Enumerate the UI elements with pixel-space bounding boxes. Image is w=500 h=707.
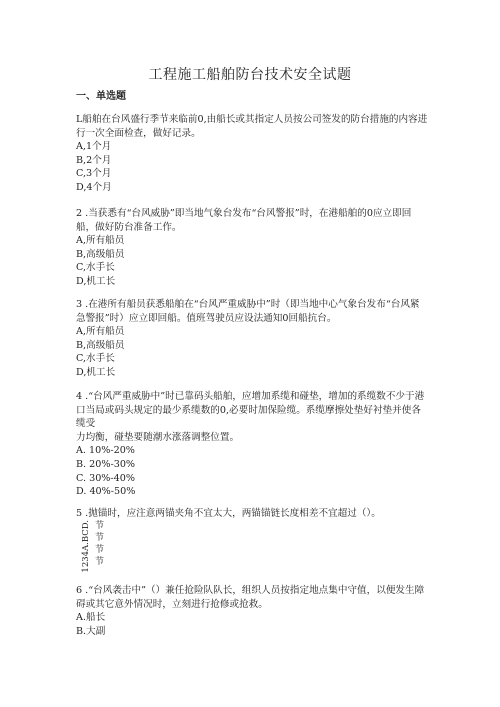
option-b: B. 20%-30% [76,458,136,470]
question-stem: 4 .“台风严重威胁中”时已靠码头船舶，应增加系缆和碰垫，增加的系缆数不少于港口当局或码头规定的最少系缆数的0,必要时加保险缆。系缆摩擦处垫好衬垫并使各缆受 [76,391,425,430]
question-5 [76,507,428,521]
option-d: D,机工长 [76,275,116,287]
question-4 [76,390,428,499]
unit-label: 节 [93,544,103,555]
question-3 [76,298,428,380]
option-c: C,3个月 [76,168,112,180]
question-stem: L船舶在台风盛行季节来临前0,由船长或其指定人员按公司签发的防台措施的内容进行一次全面检查，做好记录。 [76,114,428,139]
question-2 [76,207,428,289]
option-c: C,水手长 [76,353,115,365]
page-title: 工程施工船舶防台技术安全试题 [148,67,352,83]
question-stem-continued: 力均衡，碰垫要随潮水涨落调整位置。 [76,431,240,443]
section-heading: 一、单选题 [76,91,126,102]
question-6 [76,584,428,638]
option-b: B,2个月 [76,154,112,166]
option-a: A. 10%-20% [76,445,135,457]
option-d: D,4个月 [76,181,112,193]
option-b: B,高级船员 [76,339,125,351]
option-c: C,水手长 [76,262,115,274]
question-stem: 6 .“台风袭击中”（）兼任抢险队队长，组织人员按指定地点集中守值，以便发生障碍或其它意外情况时，立刻进行抢修或抢救。 [76,585,425,610]
rotated-option-letters: 1234A.BCD. [81,520,91,573]
option-a: A.船长 [76,612,106,624]
option-d: D. 40%-50% [76,486,136,498]
option-a: A,1个月 [76,141,112,153]
option-a: A,所有船员 [76,235,125,247]
question-stem: 3 .在港所有船员获悉船舶在“台风严重威胁中”时（即当地中心气象台发布“台风紧急警报”时）应立即回船。值班驾驶员应设法通知0回船抗台。 [76,299,420,324]
unit-label: 节 [93,532,103,543]
option-c: C. 30%-40% [76,472,135,484]
option-b: B.大副 [76,625,106,637]
question-stem: 5 .抛锚时，应注意两锚夹角不宜太大，两锚锚链长度相差不宜超过（）。 [76,508,381,519]
option-d: D,机工长 [76,366,116,378]
unit-label: 节 [93,556,103,567]
option-b: B,高级船员 [76,248,125,260]
unit-label: 节 [93,520,103,531]
question-1 [76,113,428,195]
question-stem: 2 .当获悉有“台风威胁”即当地气象台发布“台风警报”时，在港船舶的0应立即回船，做好防台准备工作。 [76,208,412,233]
option-a: A,所有船员 [76,326,125,338]
